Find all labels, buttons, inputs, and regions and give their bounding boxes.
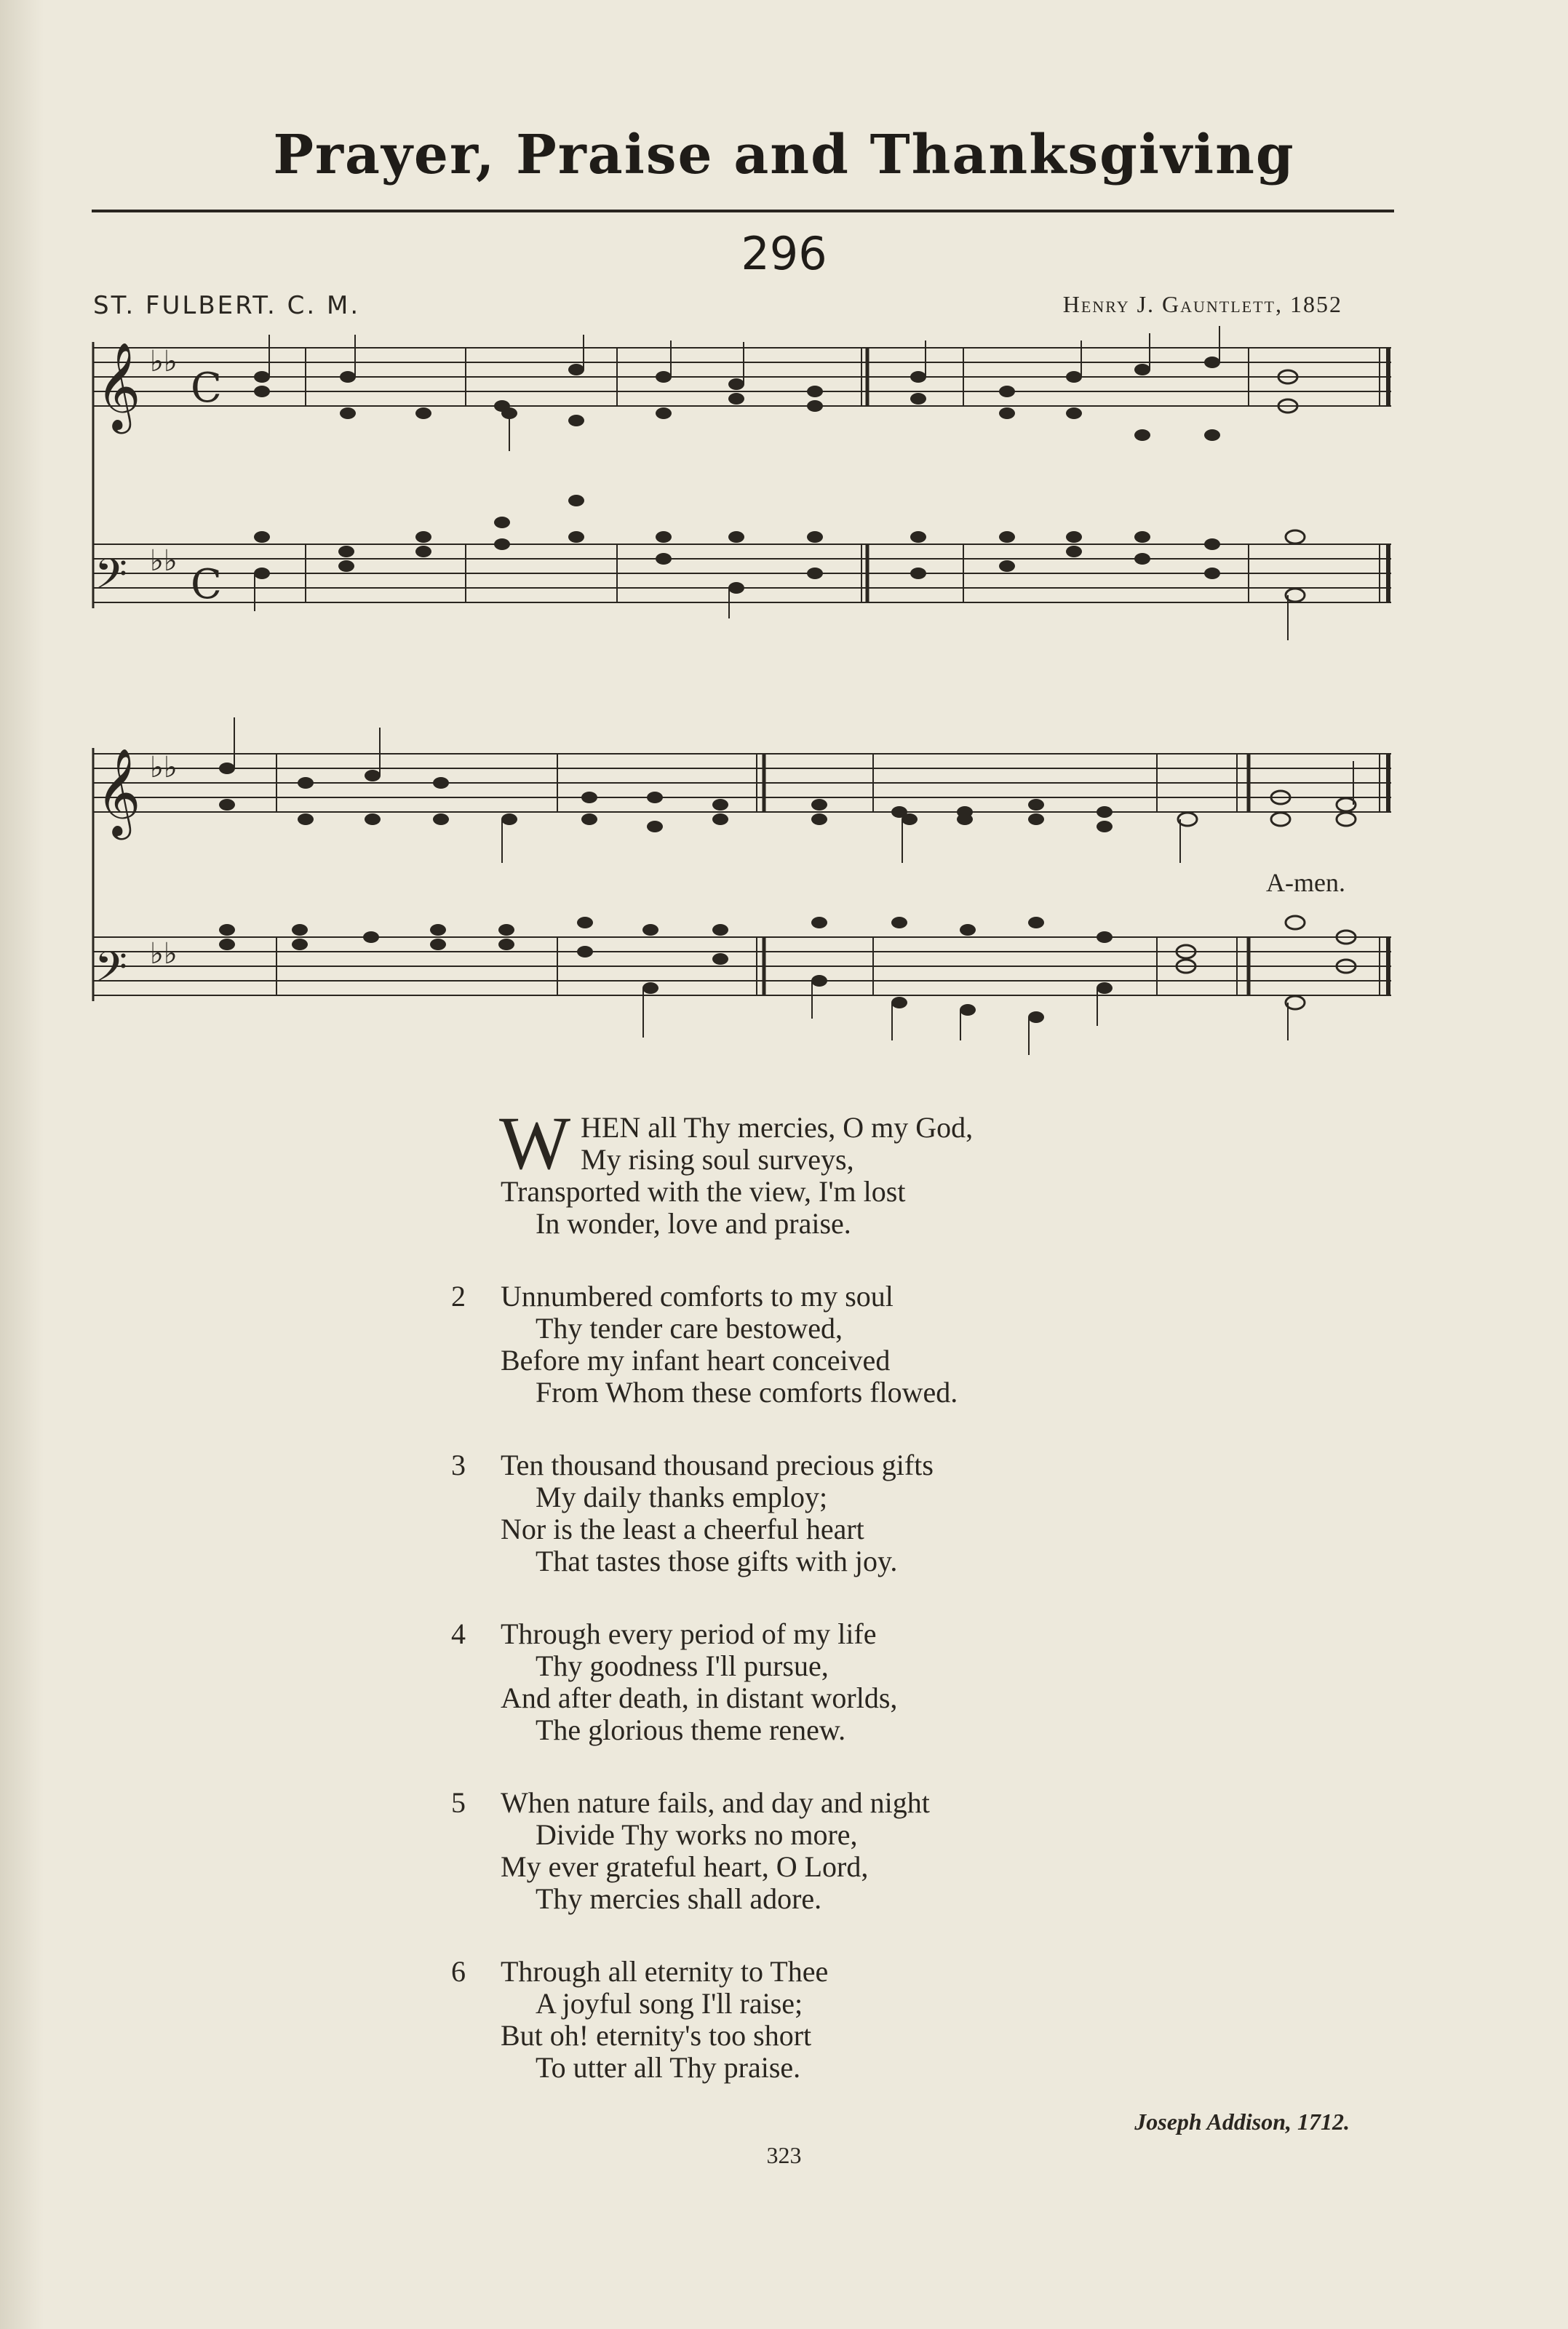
page-number: 323 bbox=[766, 2142, 802, 2168]
composer-credit: Henry J. Gauntlett, 1852 bbox=[1062, 291, 1342, 317]
lyric-line: Before my infant heart conceived bbox=[501, 1344, 891, 1377]
stems-1 bbox=[255, 326, 1288, 640]
stanza-number: 5 bbox=[451, 1786, 466, 1819]
lyric-line: HEN all Thy mercies, O my God, bbox=[581, 1111, 974, 1144]
stanza-5 bbox=[451, 1787, 1397, 1915]
bass-staff-lines bbox=[93, 544, 1391, 602]
stanza-number: 6 bbox=[451, 1955, 466, 1988]
stanza-4 bbox=[451, 1618, 1397, 1746]
lyric-line: Transported with the view, I'm lost bbox=[501, 1175, 906, 1208]
lyric-line: Thy mercies shall adore. bbox=[536, 1882, 822, 1915]
key-signature-bass: ♭♭ bbox=[150, 544, 178, 578]
lyric-line: Ten thousand thousand precious gifts bbox=[501, 1449, 934, 1481]
lyric-line: My rising soul surveys, bbox=[581, 1143, 854, 1176]
barlines-2 bbox=[276, 754, 1388, 995]
amen-lyric: A-men. bbox=[1266, 868, 1345, 897]
lyric-line: My ever grateful heart, O Lord, bbox=[501, 1850, 869, 1883]
key-signature-bass-2: ♭♭ bbox=[150, 937, 178, 971]
time-signature-bass: C bbox=[191, 561, 222, 608]
key-signature-treble-2: ♭♭ bbox=[150, 751, 178, 784]
lyric-line: When nature fails, and day and night bbox=[501, 1786, 930, 1819]
treble-clef-icon: 𝄞 bbox=[96, 341, 141, 430]
notes-treble-1 bbox=[254, 357, 1297, 441]
stanza-3 bbox=[451, 1449, 1397, 1577]
score-system-1 bbox=[93, 326, 1391, 640]
notes-bass-1 bbox=[254, 495, 1305, 602]
notes-bass-2 bbox=[219, 916, 1356, 1023]
stanza-6 bbox=[451, 1956, 1397, 2084]
hymn-lyrics bbox=[451, 1102, 1397, 2125]
key-signature-treble: ♭♭ bbox=[150, 345, 178, 378]
stanza-2 bbox=[451, 1281, 1397, 1409]
treble-clef-icon-2: 𝄞 bbox=[96, 747, 141, 836]
drop-cap: W bbox=[499, 1102, 571, 1185]
stanza-number: 2 bbox=[451, 1280, 466, 1313]
lyric-line: Through all eternity to Thee bbox=[501, 1955, 829, 1988]
stanza-number: 4 bbox=[451, 1617, 466, 1650]
stanza-number: 3 bbox=[451, 1449, 466, 1481]
lyric-line: Thy goodness I'll pursue, bbox=[536, 1649, 829, 1682]
stanza-1 bbox=[451, 1102, 1397, 1240]
score-system-2 bbox=[93, 717, 1391, 1055]
lyric-line: But oh! eternity's too short bbox=[501, 2019, 812, 2052]
lyric-line: From Whom these comforts flowed. bbox=[536, 1376, 958, 1409]
barlines-1 bbox=[306, 348, 1388, 602]
lyric-line: Nor is the least a cheerful heart bbox=[501, 1513, 864, 1545]
lyric-line: To utter all Thy praise. bbox=[536, 2051, 801, 2084]
lyric-line: Divide Thy works no more, bbox=[536, 1818, 858, 1851]
bass-clef-icon: 𝄢 bbox=[95, 549, 128, 609]
lyric-line: A joyful song I'll raise; bbox=[536, 1987, 803, 2020]
lyric-line: In wonder, love and praise. bbox=[536, 1207, 851, 1240]
lyric-line: The glorious theme renew. bbox=[536, 1713, 846, 1746]
tune-name: ST. FULBERT. C. M. bbox=[93, 291, 361, 320]
section-title: Prayer, Praise and Thanksgiving bbox=[273, 124, 1295, 186]
lyric-line: And after death, in distant worlds, bbox=[501, 1681, 898, 1714]
lyric-line: Through every period of my life bbox=[501, 1617, 877, 1650]
treble-staff-lines-2 bbox=[93, 754, 1391, 812]
time-signature-treble: C bbox=[191, 365, 222, 412]
hymn-number: 296 bbox=[741, 227, 827, 280]
lyric-line: My daily thanks employ; bbox=[536, 1481, 828, 1513]
lyricist-credit: Joseph Addison, 1712. bbox=[1134, 2109, 1350, 2135]
lyric-line: Unnumbered comforts to my soul bbox=[501, 1280, 894, 1313]
lyric-line: That tastes those gifts with joy. bbox=[536, 1545, 898, 1577]
lyric-line: Thy tender care bestowed, bbox=[536, 1312, 843, 1345]
bass-clef-icon-2: 𝄢 bbox=[95, 942, 128, 1002]
